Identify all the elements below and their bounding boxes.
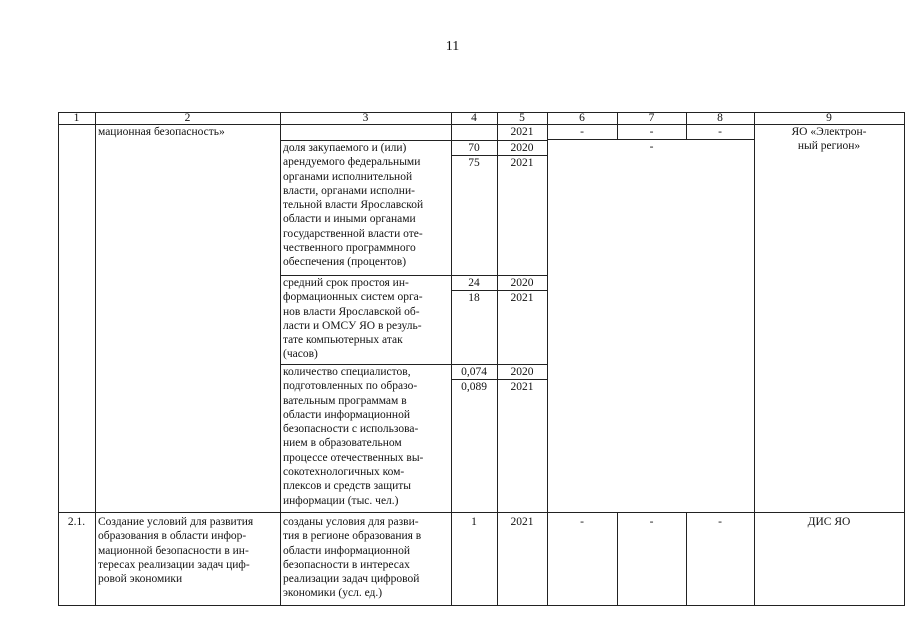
value-cell: 0,074 xyxy=(461,366,487,378)
task-text: Создание условий для развития образования в области инфор- мационной безопасности в ин- тересах реализации задач циф- ровой экономики xyxy=(98,516,254,586)
header-cell: 9 xyxy=(826,112,832,124)
year-cell: 2021 xyxy=(510,516,534,528)
executor-text: ЯО «Электрон- ный регион» xyxy=(791,126,867,153)
header-cell: 7 xyxy=(648,112,655,124)
year-cell: 2021 xyxy=(510,292,534,304)
indicator-text: доля закупаемого и (или) арендуемого федеральными органами исполнительной власти, органами исполни- тельной власти Ярославской области и иными органами государственной власти оте- чественного программного обеспечения (процентов) xyxy=(283,142,424,269)
dash-cell: - xyxy=(580,516,584,528)
year-cell: 2020 xyxy=(510,142,534,154)
table-rule xyxy=(58,112,59,606)
header-cell: 5 xyxy=(519,112,525,124)
year-cell: 2021 xyxy=(510,157,534,169)
dash-cell: - xyxy=(649,126,654,138)
year-cell: 2021 xyxy=(510,381,534,393)
header-cell: 6 xyxy=(579,112,585,124)
table-rule xyxy=(58,512,905,513)
row-number: 2.1. xyxy=(67,516,86,528)
page-number: 11 xyxy=(445,39,460,54)
dash-cell: - xyxy=(718,126,722,138)
executor-text: ДИС ЯО xyxy=(807,516,851,528)
value-cell: 24 xyxy=(468,277,480,289)
value-cell: 18 xyxy=(468,292,480,304)
value-cell: 70 xyxy=(468,142,480,154)
table-rule xyxy=(754,112,755,606)
header-cell: 1 xyxy=(73,112,80,124)
value-cell: 1 xyxy=(471,516,477,528)
table-rule xyxy=(547,112,548,606)
year-cell: 2020 xyxy=(510,366,534,378)
task-text: мационная безопасность» xyxy=(98,126,225,138)
header-cell: 3 xyxy=(362,112,369,124)
year-cell: 2020 xyxy=(510,277,534,289)
indicator-text: созданы условия для разви- тия в регионе образования в области информационной безопасности в интересах реализации задач цифровой экономики (усл. ед.) xyxy=(283,516,422,600)
header-cell: 8 xyxy=(717,112,723,124)
year-cell: 2021 xyxy=(510,126,534,138)
header-cell: 2 xyxy=(184,112,191,124)
value-cell: 75 xyxy=(468,157,480,169)
table-rule xyxy=(451,112,452,606)
indicator-text: количество специалистов, подготовленных по образо- вательным программам в области информационной безопасности с использова- нием в образовательном процессе отечественных вы- сокотехнологичных ком- плексов и средств защиты информации (тыс. чел.) xyxy=(283,366,424,507)
header-cell: 4 xyxy=(471,112,477,124)
dash-cell: - xyxy=(718,516,722,528)
table-rule xyxy=(58,605,905,606)
value-cell: 0,089 xyxy=(461,381,487,393)
dash-cell: - xyxy=(649,141,654,153)
indicator-text: средний срок простоя ин- формационных систем орга- нов власти Ярославской об- ласти и ОМСУ ЯО в резуль- тате компьютерных атак (часов) xyxy=(283,277,423,361)
dash-cell: - xyxy=(580,126,584,138)
table-rule xyxy=(497,112,498,606)
dash-cell: - xyxy=(649,516,654,528)
